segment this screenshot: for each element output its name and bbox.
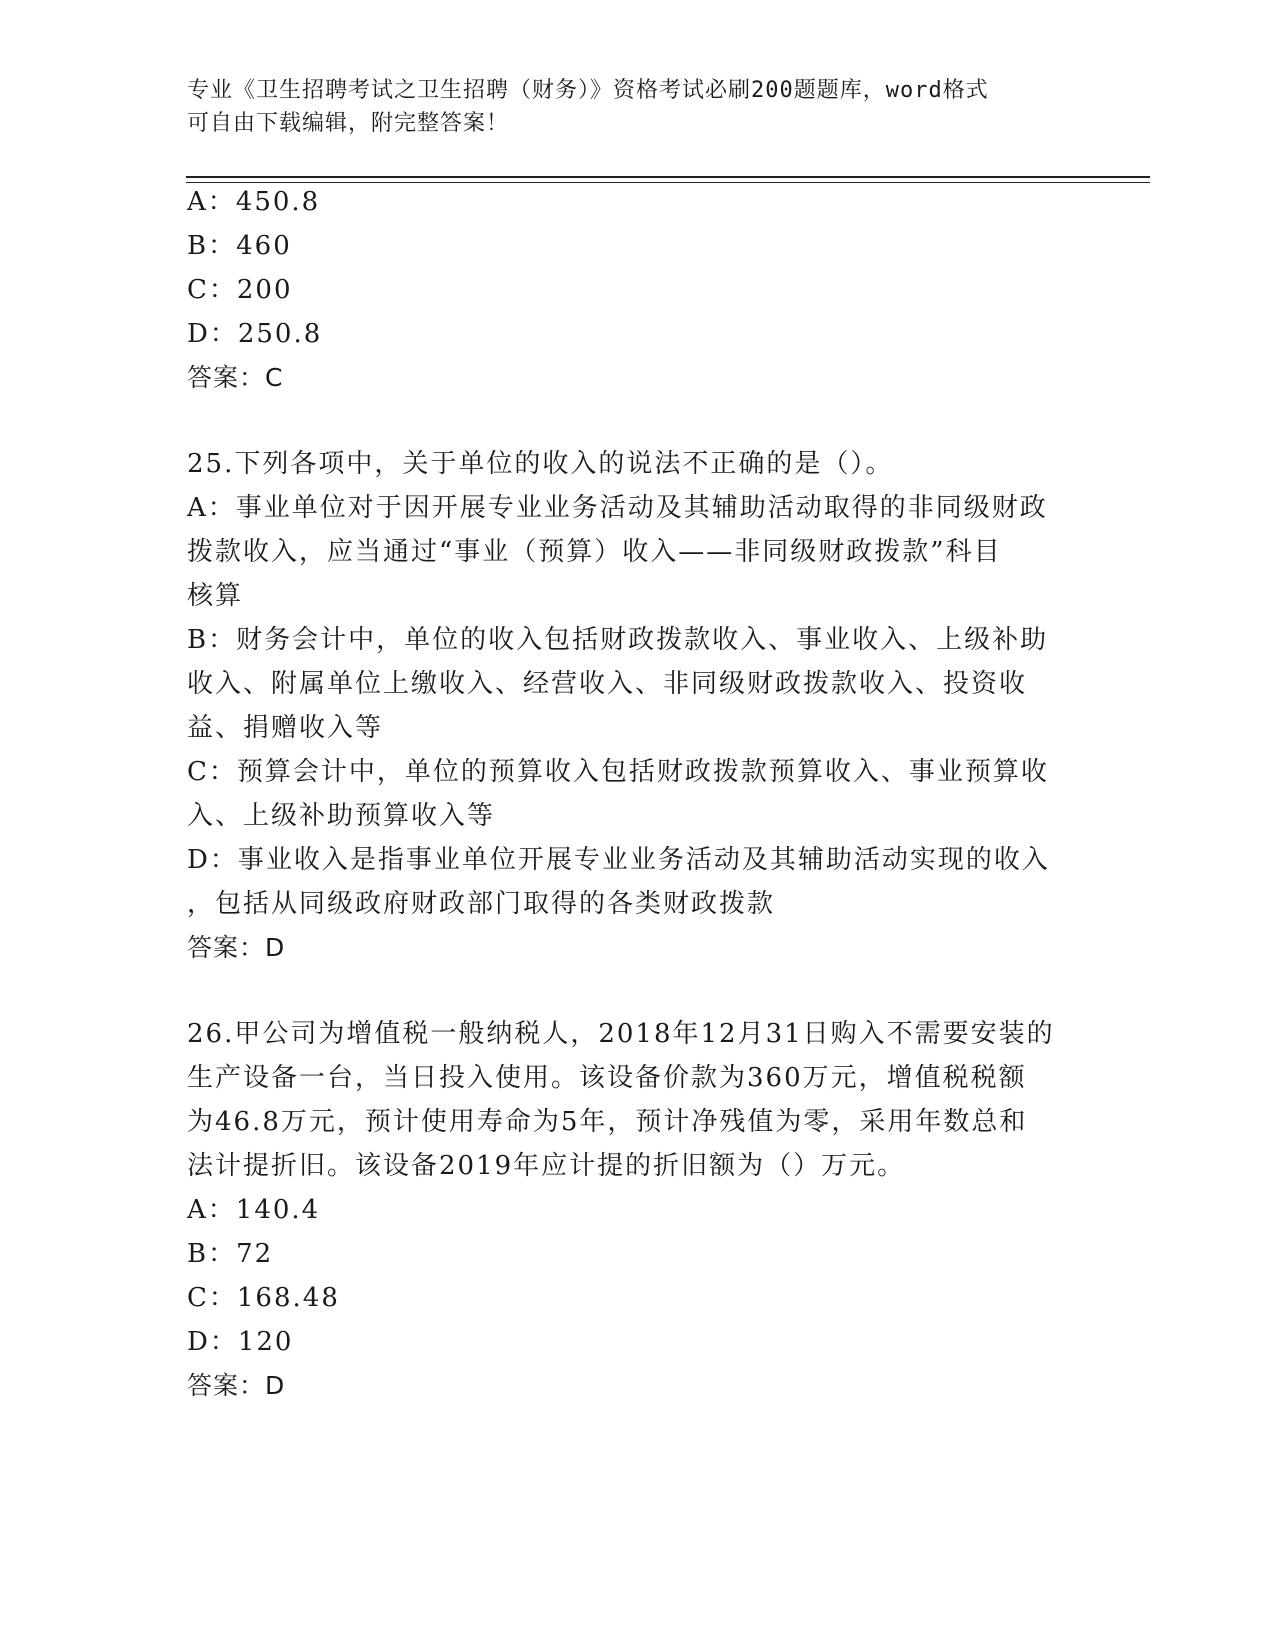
q26-option-c: C：168.48 [187,1283,340,1313]
q25-option-c-line-2: 入、上级补助预算收入等 [187,801,496,831]
q25-option-a-line-2: 拨款收入，应当通过“事业（预算）收入——非同级财政拨款”科目 [187,537,1002,567]
q26-stem-line-3: 为46.8万元，预计使用寿命为5年，预计净残值为零，采用年数总和 [187,1107,1028,1137]
q26-option-b: B：72 [187,1239,274,1269]
header-title-line-1: 专业《卫生招聘考试之卫生招聘（财务）》资格考试必刷200题题库，word格式 [187,78,989,103]
q25-option-d-line-1: D：事业收入是指事业单位开展专业业务活动及其辅助活动实现的收入 [187,845,1050,875]
q25-option-a-line-3: 核算 [187,581,244,611]
q26-stem-line-2: 生产设备一台，当日投入使用。该设备价款为360万元，增值税税额 [187,1063,1027,1093]
header-divider-thin [186,182,1150,183]
q24-option-c: C：200 [187,275,293,305]
q25-stem: 25.下列各项中，关于单位的收入的说法不正确的是（）。 [187,449,894,479]
q24-option-b: B：460 [187,231,292,261]
q26-stem-line-1: 26.甲公司为增值税一般纳税人，2018年12月31日购入不需要安装的 [187,1019,1055,1049]
q26-answer: 答案：D [187,1371,286,1400]
q25-option-b-line-1: B：财务会计中，单位的收入包括财政拨款收入、事业收入、上级补助 [187,625,1049,655]
q26-option-d: D：120 [187,1327,294,1357]
q25-answer: 答案：D [187,933,286,962]
q25-option-b-line-3: 益、捐赠收入等 [187,713,384,743]
q25-option-a-line-1: A：事业单位对于因开展专业业务活动及其辅助活动取得的非同级财政 [187,493,1048,523]
q24-option-d: D：250.8 [187,319,323,349]
q25-option-d-line-2: ，包括从同级政府财政部门取得的各类财政拨款 [187,889,776,919]
q24-answer: 答案：C [187,363,284,392]
q24-option-a: A：450.8 [187,187,321,217]
q26-stem-line-4: 法计提折旧。该设备2019年应计提的折旧额为（）万元。 [187,1151,906,1181]
document-header [187,74,1067,140]
header-divider-thick [186,176,1150,178]
q25-option-b-line-2: 收入、附属单位上缴收入、经营收入、非同级财政拨款收入、投资收 [187,669,1028,699]
header-title-line-2: 可自由下载编辑，附完整答案！ [187,111,510,136]
q25-option-c-line-1: C：预算会计中，单位的预算收入包括财政拨款预算收入、事业预算收 [187,757,1049,787]
q26-option-a: A：140.4 [187,1195,321,1225]
